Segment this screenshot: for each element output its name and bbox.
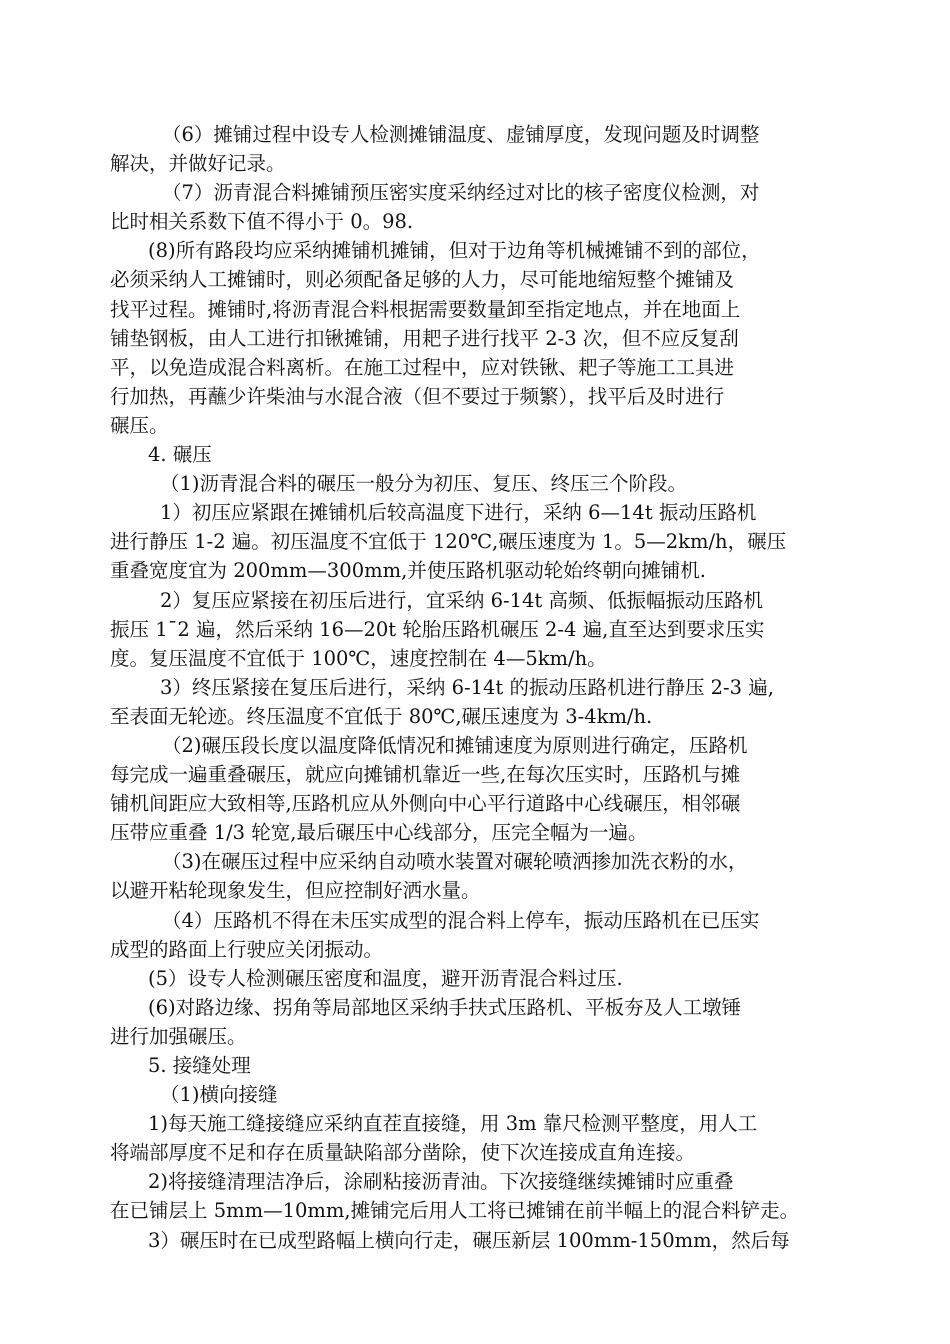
item-2-line-1: 2）复压应紧接在初压后进行，宜采纳 6-14t 高频、低振幅振动压路机 — [160, 588, 763, 612]
sub-item-2-line-2: 在已铺层上 5mm—10mm,摊铺完后用人工将已摊铺在前半幅上的混合料铲走。 — [110, 1199, 800, 1223]
paragraph-8-line-2: 必须采纳人工摊铺时，则必须配备足够的人力，尽可能地缩短整个摊铺及 — [110, 268, 735, 292]
item-1-line-2: 进行静压 1-2 遍。初压温度不宜低于 120℃,碾压速度为 1。5—2km/h，碾压 — [110, 530, 787, 554]
section-4-item-1: （1)沥青混合料的碾压一般分为初压、复压、终压三个阶段。 — [160, 472, 688, 496]
item-2-line-2: 振压 1¯2 遍，然后采纳 16—20t 轮胎压路机碾压 2-4 遍,直至达到要求压实 — [110, 617, 765, 641]
section-4-item-4-line-2: 成型的路面上行驶应关闭振动。 — [110, 937, 384, 961]
paragraph-6-line-1: （6）摊铺过程中设专人检测摊铺温度、虚铺厚度，发现问题及时调整 — [162, 123, 760, 146]
paragraph-8-line-6: 行加热，再蘸少许柴油与水混合液（但不要过于频繁），找平后及时进行 — [110, 384, 725, 408]
section-4-item-3-line-1: （3)在碾压过程中应采纳自动喷水装置对碾轮喷洒掺加洗衣粉的水， — [162, 850, 748, 874]
paragraph-8-line-1: (8)所有路段均应采纳摊铺机摊铺，但对于边角等机械摊铺不到的部位， — [148, 239, 761, 263]
sub-item-2-line-1: 2)将接缝清理洁净后，涂刷粘接沥青油。下次接缝继续摊铺时应重叠 — [148, 1170, 734, 1194]
section-4-item-5: (5）设专人检测碾压密度和温度，避开沥青混合料过压. — [148, 966, 623, 990]
paragraph-6-line-2: 解决，并做好记录。 — [110, 152, 286, 176]
section-4-item-3-line-2: 以避开粘轮现象发生，但应控制好洒水量。 — [110, 879, 481, 903]
paragraph-8-line-3: 找平过程。摊铺时,将沥青混合料根据需要数量卸至指定地点，并在地面上 — [110, 297, 741, 321]
section-4-item-6-line-1: (6)对路边缘、拐角等局部地区采纳手扶式压路机、平板夯及人工墩锤 — [148, 995, 742, 1019]
item-3-line-2: 至表面无轮迹。终压温度不宜低于 80℃,碾压速度为 3-4km/h. — [110, 704, 653, 728]
item-1-line-1: 1）初压应紧跟在摊铺机后较高温度下进行，采纳 6—14t 振动压路机 — [160, 501, 757, 525]
section-4-item-2-line-1: （2)碾压段长度以温度降低情况和摊铺速度为原则进行确定，压路机 — [162, 733, 748, 757]
section-4-item-2-line-4: 压带应重叠 1/3 轮宽,最后碾压中心线部分，压完全幅为一遍。 — [110, 821, 648, 845]
section-4-item-2-line-3: 铺机间距应大致相等,压路机应从外侧向中心平行道路中心线碾压，相邻碾 — [110, 792, 741, 816]
paragraph-8-line-5: 平，以免造成混合料离析。在施工过程中，应对铁锹、耙子等施工工具进 — [110, 355, 735, 379]
section-4-heading: 4. 碾压 — [148, 443, 212, 467]
paragraph-8-line-7: 碾压。 — [110, 413, 169, 437]
item-2-line-3: 度。复压温度不宜低于 100℃，速度控制在 4—5km/h。 — [110, 646, 607, 670]
paragraph-8-line-4: 铺垫钢板，由人工进行扣锹摊铺，用耙子进行找平 2-3 次，但不应反复刮 — [110, 326, 739, 350]
document-body — [110, 120, 840, 1255]
section-4-item-2-line-2: 每完成一遍重叠碾压，就应向摊铺机靠近一些,在每次压实时，压路机与摊 — [110, 763, 741, 787]
section-4-item-6-line-2: 进行加强碾压。 — [110, 1024, 247, 1048]
section-4-item-4-line-1: （4）压路机不得在未压实成型的混合料上停车，振动压路机在已压实 — [162, 908, 760, 932]
item-3-line-1: 3）终压紧接在复压后进行，采纳 6-14t 的振动压路机进行静压 2-3 遍, — [160, 675, 774, 699]
item-1-line-3: 重叠宽度宜为 200mm—300mm,并使压路机驱动轮始终朝向摊铺机. — [110, 559, 706, 583]
section-5-item-1: （1)横向接缝 — [160, 1083, 278, 1107]
sub-item-3-line-1: 3）碾压时在已成型路幅上横向行走，碾压新层 100mm-150mm，然后每 — [148, 1228, 790, 1252]
section-5-heading: 5. 接缝处理 — [148, 1054, 251, 1077]
sub-item-1-line-2: 将端部厚度不足和存在质量缺陷部分凿除，使下次连接成直角连接。 — [110, 1141, 696, 1165]
paragraph-7-line-1: （7）沥青混合料摊铺预压密实度采纳经过对比的核子密度仪检测，对 — [162, 181, 760, 205]
paragraph-7-line-2: 比时相关系数下值不得小于 0。98. — [110, 210, 414, 234]
sub-item-1-line-1: 1)每天施工缝接缝应采纳直茬直接缝，用 3m 靠尺检测平整度，用人工 — [148, 1112, 758, 1136]
